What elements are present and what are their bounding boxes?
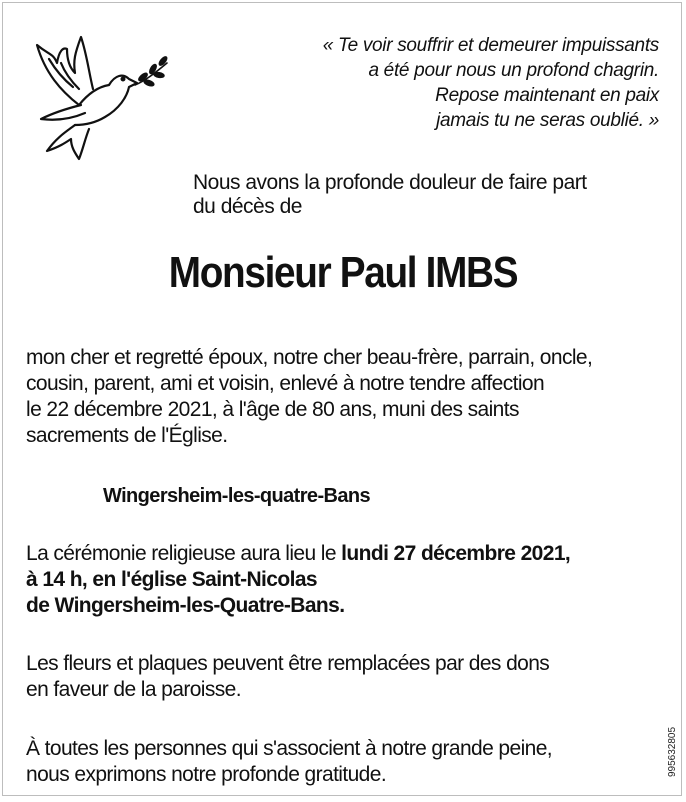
intro-line: du décès de xyxy=(193,195,302,218)
quote-line: jamais tu ne seras oublié. » xyxy=(436,110,659,131)
ceremony-time-place: à 14 h, en l'église Saint-Nicolas xyxy=(26,568,317,591)
thanks-paragraph xyxy=(26,736,656,788)
ceremony-date: lundi 27 décembre 2021, xyxy=(341,542,571,565)
thanks-line: À toutes les personnes qui s'associent à notre grande peine, xyxy=(26,737,553,760)
quote-line: « Te voir souffrir et demeurer impuissants xyxy=(322,35,659,56)
description-line: cousin, parent, ami et voisin, enlevé à notre tendre affection xyxy=(26,372,545,395)
dove-with-olive-branch-icon xyxy=(31,33,171,161)
deceased-name: Monsieur Paul IMBS xyxy=(168,248,518,297)
ceremony-place-town: de Wingersheim-les-Quatre-Bans. xyxy=(26,594,345,617)
ceremony-intro: La cérémonie religieuse aura lieu le xyxy=(26,542,342,565)
flowers-line: en faveur de la paroisse. xyxy=(26,678,241,701)
quote-line: Repose maintenant en paix xyxy=(435,85,659,106)
epitaph-quote xyxy=(219,33,659,133)
flowers-paragraph xyxy=(26,651,656,703)
obituary-notice xyxy=(2,2,682,796)
ceremony-paragraph xyxy=(26,541,656,619)
reference-number: 995632805 xyxy=(667,726,678,777)
announcement-intro xyxy=(193,171,633,219)
town-name: Wingersheim-les-quatre-Bans xyxy=(103,485,371,507)
description-line: le 22 décembre 2021, à l'âge de 80 ans, muni des saints xyxy=(26,398,519,421)
quote-line: a été pour nous un profond chagrin. xyxy=(368,60,659,81)
flowers-line: Les fleurs et plaques peuvent être remplacées par des dons xyxy=(26,652,550,675)
description-paragraph xyxy=(26,345,656,449)
intro-line: Nous avons la profonde douleur de faire part xyxy=(193,171,587,194)
description-line: sacrements de l'Église. xyxy=(26,424,228,447)
description-line: mon cher et regretté époux, notre cher beau-frère, parrain, oncle, xyxy=(26,346,593,369)
thanks-line: nous exprimons notre profonde gratitude. xyxy=(26,763,387,786)
